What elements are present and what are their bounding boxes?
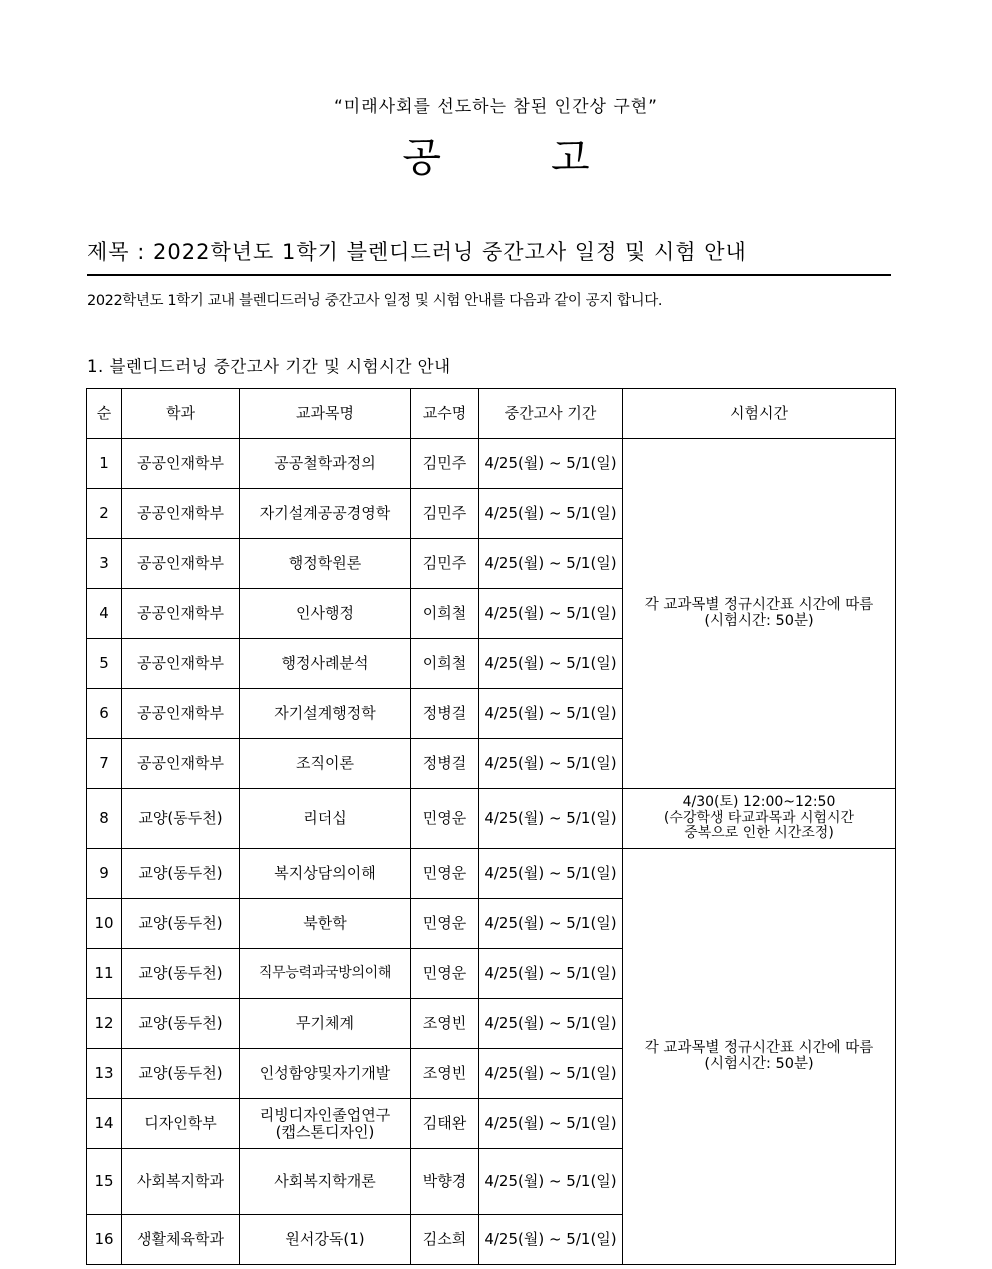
row-prof: 박향경: [411, 1149, 479, 1215]
row-period: 4/25(월) ~ 5/1(일): [479, 689, 623, 739]
document-title: 제목 : 2022학년도 1학기 블렌디드러닝 중간고사 일정 및 시험 안내: [87, 236, 891, 276]
exam-time-line: 4/30(토) 12:00~12:50: [682, 794, 836, 811]
row-period: 4/25(월) ~ 5/1(일): [479, 589, 623, 639]
row-course: 리더십: [240, 789, 411, 849]
row-no: 11: [87, 949, 122, 999]
row-course: 사회복지학개론: [240, 1149, 411, 1215]
row-course: 인성함양및자기개발: [240, 1049, 411, 1099]
row-course: 원서강독(1): [240, 1215, 411, 1265]
row-prof: 김태완: [411, 1099, 479, 1149]
intro-text: 2022학년도 1학기 교내 블렌디드러닝 중간고사 일정 및 시험 안내를 다음과 같이 공지 합니다.: [87, 293, 663, 309]
row-dept: 공공인재학부: [122, 489, 240, 539]
row-dept: 교양(동두천): [122, 849, 240, 899]
row-dept: 교양(동두천): [122, 999, 240, 1049]
row-no: 7: [87, 739, 122, 789]
row-no: 4: [87, 589, 122, 639]
row-period: 4/25(월) ~ 5/1(일): [479, 899, 623, 949]
row-no: 6: [87, 689, 122, 739]
col-header-no: 순: [87, 389, 122, 439]
row-period: 4/25(월) ~ 5/1(일): [479, 999, 623, 1049]
table-row: [87, 789, 896, 849]
row-course: 자기설계행정학: [240, 689, 411, 739]
row-course: 무기체계: [240, 999, 411, 1049]
row-course: 행정사례분석: [240, 639, 411, 689]
row-period: 4/25(월) ~ 5/1(일): [479, 1149, 623, 1215]
row-course: 공공철학과정의: [240, 439, 411, 489]
col-header-period: 중간고사 기간: [479, 389, 623, 439]
row-course: 복지상담의이해: [240, 849, 411, 899]
heading-char-1: 공: [402, 135, 441, 181]
row-period: 4/25(월) ~ 5/1(일): [479, 489, 623, 539]
row-prof: 민영운: [411, 949, 479, 999]
row-period: 4/25(월) ~ 5/1(일): [479, 739, 623, 789]
exam-time-line: (시험시간: 50분): [704, 612, 814, 629]
row-prof: 김민주: [411, 489, 479, 539]
section-title: 1. 블렌디드러닝 중간고사 기간 및 시험시간 안내: [87, 357, 451, 376]
col-header-prof: 교수명: [411, 389, 479, 439]
row-period: 4/25(월) ~ 5/1(일): [479, 539, 623, 589]
row-prof: 김민주: [411, 539, 479, 589]
row-no: 16: [87, 1215, 122, 1265]
row-no: 9: [87, 849, 122, 899]
row-course: 북한학: [240, 899, 411, 949]
row-prof: 정병걸: [411, 689, 479, 739]
row-prof: 민영운: [411, 789, 479, 849]
row-course: [240, 1099, 411, 1149]
row-dept: 공공인재학부: [122, 589, 240, 639]
table-row: [87, 439, 896, 489]
course-name-line: (캡스톤디자인): [275, 1122, 375, 1141]
row-no: 2: [87, 489, 122, 539]
row-dept: 디자인학부: [122, 1099, 240, 1149]
row-period: 4/25(월) ~ 5/1(일): [479, 1215, 623, 1265]
row-period: 4/25(월) ~ 5/1(일): [479, 1099, 623, 1149]
row-dept: 공공인재학부: [122, 689, 240, 739]
row-period: 4/25(월) ~ 5/1(일): [479, 949, 623, 999]
row-dept: 공공인재학부: [122, 739, 240, 789]
row-course: 자기설계공공경영학: [240, 489, 411, 539]
row-dept: 사회복지학과: [122, 1149, 240, 1215]
exam-time-line: 각 교과목별 정규시간표 시간에 따름: [644, 1039, 874, 1056]
row-course: 인사행정: [240, 589, 411, 639]
col-header-dept: 학과: [122, 389, 240, 439]
row-course: 조직이론: [240, 739, 411, 789]
row-dept: 교양(동두천): [122, 949, 240, 999]
col-header-time: 시험시간: [623, 389, 896, 439]
exam-schedule-table: [86, 388, 896, 1265]
row-no: 13: [87, 1049, 122, 1099]
exam-time-line: (시험시간: 50분): [704, 1055, 814, 1072]
row-dept: 생활체육학과: [122, 1215, 240, 1265]
row-course: 행정학원론: [240, 539, 411, 589]
row-period: 4/25(월) ~ 5/1(일): [479, 639, 623, 689]
exam-time-line: 중복으로 인한 시간조정): [684, 825, 834, 842]
row-no: 5: [87, 639, 122, 689]
row-prof: 김소희: [411, 1215, 479, 1265]
course-name-line: 리빙디자인졸업연구: [259, 1106, 391, 1124]
row-period: 4/25(월) ~ 5/1(일): [479, 849, 623, 899]
row-period: 4/25(월) ~ 5/1(일): [479, 1049, 623, 1099]
row-no: 12: [87, 999, 122, 1049]
table-row: [87, 849, 896, 899]
row-prof: 정병걸: [411, 739, 479, 789]
row-no: 8: [87, 789, 122, 849]
row-dept: 공공인재학부: [122, 439, 240, 489]
row-prof: 민영운: [411, 899, 479, 949]
row-prof: 이희철: [411, 639, 479, 689]
row-prof: 이희철: [411, 589, 479, 639]
exam-time-group-2: [623, 789, 896, 849]
row-no: 15: [87, 1149, 122, 1215]
row-period: 4/25(월) ~ 5/1(일): [479, 439, 623, 489]
exam-time-group-3: [623, 849, 896, 1265]
heading-char-2: 고: [551, 135, 590, 181]
row-prof: 김민주: [411, 439, 479, 489]
row-no: 1: [87, 439, 122, 489]
row-period: 4/25(월) ~ 5/1(일): [479, 789, 623, 849]
row-dept: 공공인재학부: [122, 639, 240, 689]
row-prof: 조영빈: [411, 1049, 479, 1099]
row-no: 14: [87, 1099, 122, 1149]
exam-time-line: (수강학생 타교과목과 시험시간: [663, 809, 855, 826]
table-header-row: [87, 389, 896, 439]
col-header-course: 교과목명: [240, 389, 411, 439]
row-dept: 교양(동두천): [122, 789, 240, 849]
row-course: 직무능력과국방의이해: [240, 949, 411, 999]
row-dept: 교양(동두천): [122, 1049, 240, 1099]
motto: “미래사회를 선도하는 참된 인간상 구현”: [334, 97, 658, 117]
row-no: 10: [87, 899, 122, 949]
exam-time-line: 각 교과목별 정규시간표 시간에 따름: [644, 596, 874, 613]
row-no: 3: [87, 539, 122, 589]
row-dept: 공공인재학부: [122, 539, 240, 589]
exam-time-group-1: [623, 439, 896, 789]
row-dept: 교양(동두천): [122, 899, 240, 949]
notice-heading: [0, 126, 992, 183]
row-prof: 조영빈: [411, 999, 479, 1049]
row-prof: 민영운: [411, 849, 479, 899]
